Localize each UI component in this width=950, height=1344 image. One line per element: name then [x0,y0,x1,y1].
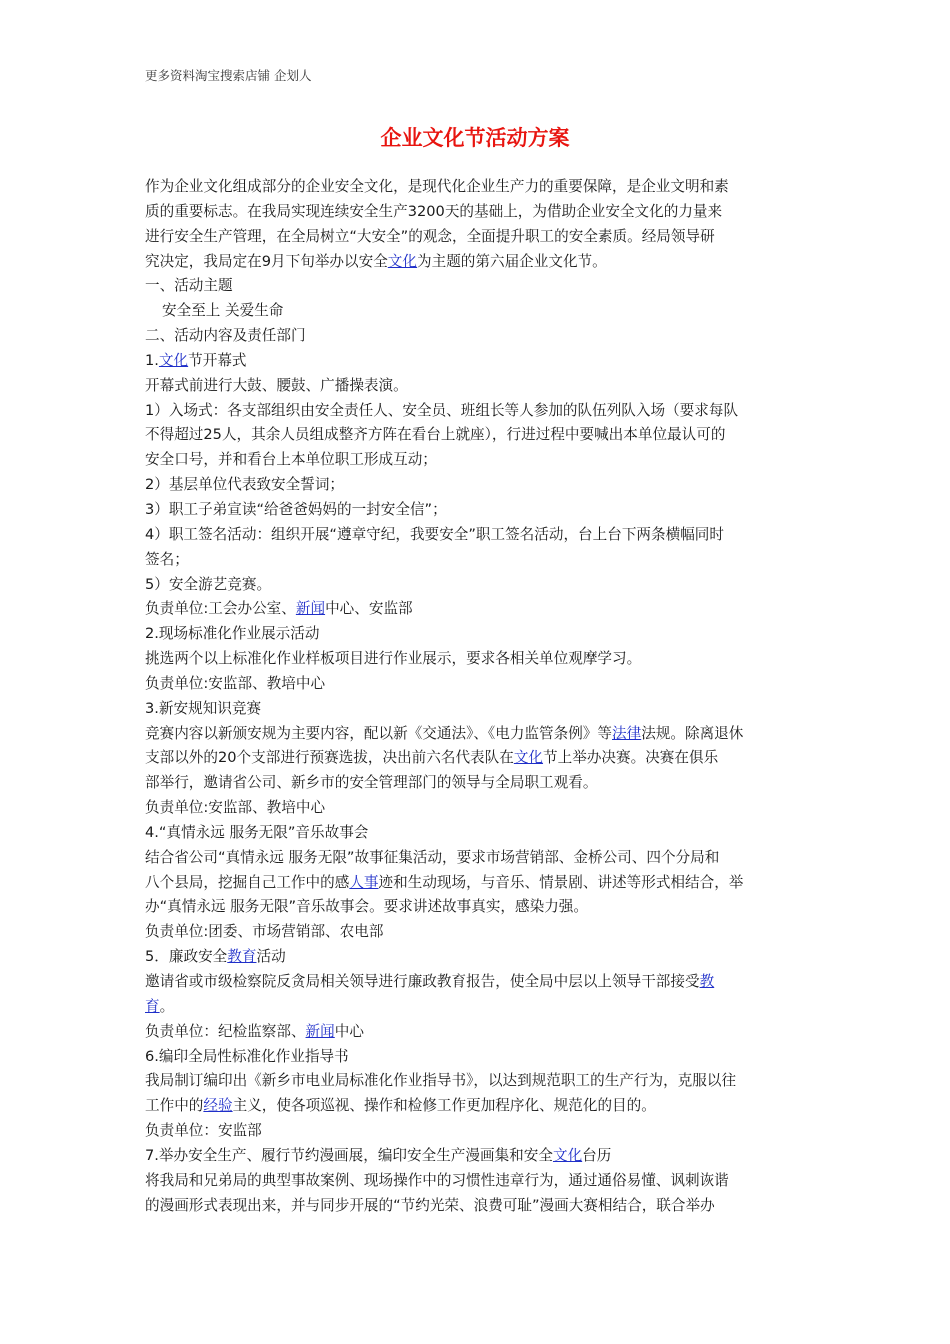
sub-item: 安全口号，并和看台上本单位职工形成互动； [145,451,437,469]
sub-item: 签名； [145,550,189,568]
sub-item: 5）安全游艺竞赛。 [145,575,272,593]
item-desc: 办“真情永远 服务无限”音乐故事会。要求讲述故事真实，感染力强。 [145,898,588,916]
sub-item: 1）入场式：各支部组织由安全责任人、安全员、班组长等人参加的队伍列队入场（要求每队 [145,401,739,419]
item-title: 2.现场标准化作业展示活动 [145,625,320,643]
news-link[interactable]: 新闻 [305,1022,335,1040]
education-link[interactable]: 教 [699,973,715,990]
page-title: 企业文化节活动方案 [380,126,570,150]
responsible-unit: 负责单位：纪检监察部、新闻中心 [145,1022,364,1040]
activity-theme: 安全至上 关爱生命 [162,302,284,320]
intro-line: 究决定，我局定在9月下旬举办以安全文化为主题的第六届企业文化节。 [145,252,607,270]
item-title: 1.文化节开幕式 [145,351,247,369]
item-desc: 支部以外的20个支部进行预赛选拔，决出前六名代表队在文化节上举办决赛。决赛在俱乐 [145,749,719,767]
culture-link[interactable]: 文化 [552,1146,583,1164]
responsible-unit: 负责单位:工会办公室、新闻中心、安监部 [145,600,413,618]
responsible-unit: 负责单位:安监部、教培中心 [145,674,326,692]
intro-line: 进行安全生产管理，在全局树立“大安全”的观念，全面提升职工的安全素质。经局领导研 [145,227,715,245]
page-header: 更多资料淘宝搜索店铺 企划人 [145,68,312,83]
culture-link[interactable]: 文化 [387,252,417,270]
responsible-unit: 负责单位:安监部、教培中心 [145,799,326,817]
sub-item: 2）基层单位代表致安全誓词； [145,476,345,494]
item-desc: 开幕式前进行大鼓、腰鼓、广播操表演。 [145,376,408,394]
intro-line: 作为企业文化组成部分的企业安全文化，是现代化企业生产力的重要保障，是企业文明和素 [145,178,729,195]
item-desc: 我局制订编印出《新乡市电业局标准化作业指导书》，以达到规范职工的生产行为，克服以往 [145,1072,737,1090]
document-body [145,175,813,1218]
item-desc: 工作中的经验主义，使各项巡视、操作和检修工作更加程序化、规范化的目的。 [145,1097,656,1115]
item-title: 4.“真情永远 服务无限”音乐故事会 [145,823,369,841]
item-desc: 八个县局，挖掘自己工作中的感人事迹和生动现场，与音乐、情景剧、讲述等形式相结合，举 [145,873,744,891]
education-link[interactable]: 教育 [227,948,257,966]
sub-item: 不得超过25人，其余人员组成整齐方阵在看台上就座），行进过程中要喊出本单位最认可的 [145,426,726,444]
item-desc: 竞赛内容以新颁安规为主要内容，配以新《交通法》、《电力监管条例》等法律法规。除离退休 [145,724,744,742]
item-title: 7.举办安全生产、履行节约漫画展，编印安全生产漫画集和安全文化台历 [145,1146,612,1164]
education-link[interactable]: 育 [145,997,160,1015]
item-title: 3.新安规知识竞赛 [145,699,262,717]
item-desc: 育。 [145,997,175,1015]
item-desc: 的漫画形式表现出来，并与同步开展的“节约光荣、浪费可耻”漫画大赛相结合，联合举办 [145,1196,715,1214]
item-title: 6.编印全局性标准化作业指导书 [145,1047,349,1065]
item-desc: 结合省公司“真情永远 服务无限”故事征集活动，要求市场营销部、金桥公司、四个分局和 [145,848,720,866]
item-desc: 将我局和兄弟局的典型事故案例、现场操作中的习惯性违章行为，通过通俗易懂、讽刺诙谐 [145,1171,729,1189]
section-heading: 一、活动主题 [145,277,233,295]
item-desc: 挑选两个以上标准化作业样板项目进行作业展示，要求各相关单位观摩学习。 [145,650,642,668]
news-link[interactable]: 新闻 [295,600,326,618]
experience-link[interactable]: 经验 [203,1097,233,1115]
sub-item: 4）职工签名活动：组织开展“遵章守纪，我要安全”职工签名活动，台上台下两条横幅同时 [145,525,724,543]
item-title: 5．廉政安全教育活动 [145,948,286,966]
culture-link[interactable]: 文化 [158,351,189,369]
intro-line: 质的重要标志。在我局实现连续安全生产3200天的基础上，为借助企业安全文化的力量来 [145,202,723,220]
responsible-unit: 负责单位:团委、市场营销部、农电部 [145,923,384,941]
law-link[interactable]: 法律 [612,724,642,742]
sub-item: 3）职工子弟宣读“给爸爸妈妈的一封安全信”； [145,500,447,518]
section-heading: 二、活动内容及责任部门 [145,327,306,345]
item-desc: 邀请省或市级检察院反贪局相关领导进行廉政教育报告，使全局中层以上领导干部接受教 [145,973,715,990]
item-desc: 部举行，邀请省公司、新乡市的安全管理部门的领导与全局职工观看。 [145,774,598,792]
personnel-link[interactable]: 人事 [349,873,379,891]
culture-link[interactable]: 文化 [513,749,544,767]
responsible-unit: 负责单位：安监部 [145,1122,262,1140]
